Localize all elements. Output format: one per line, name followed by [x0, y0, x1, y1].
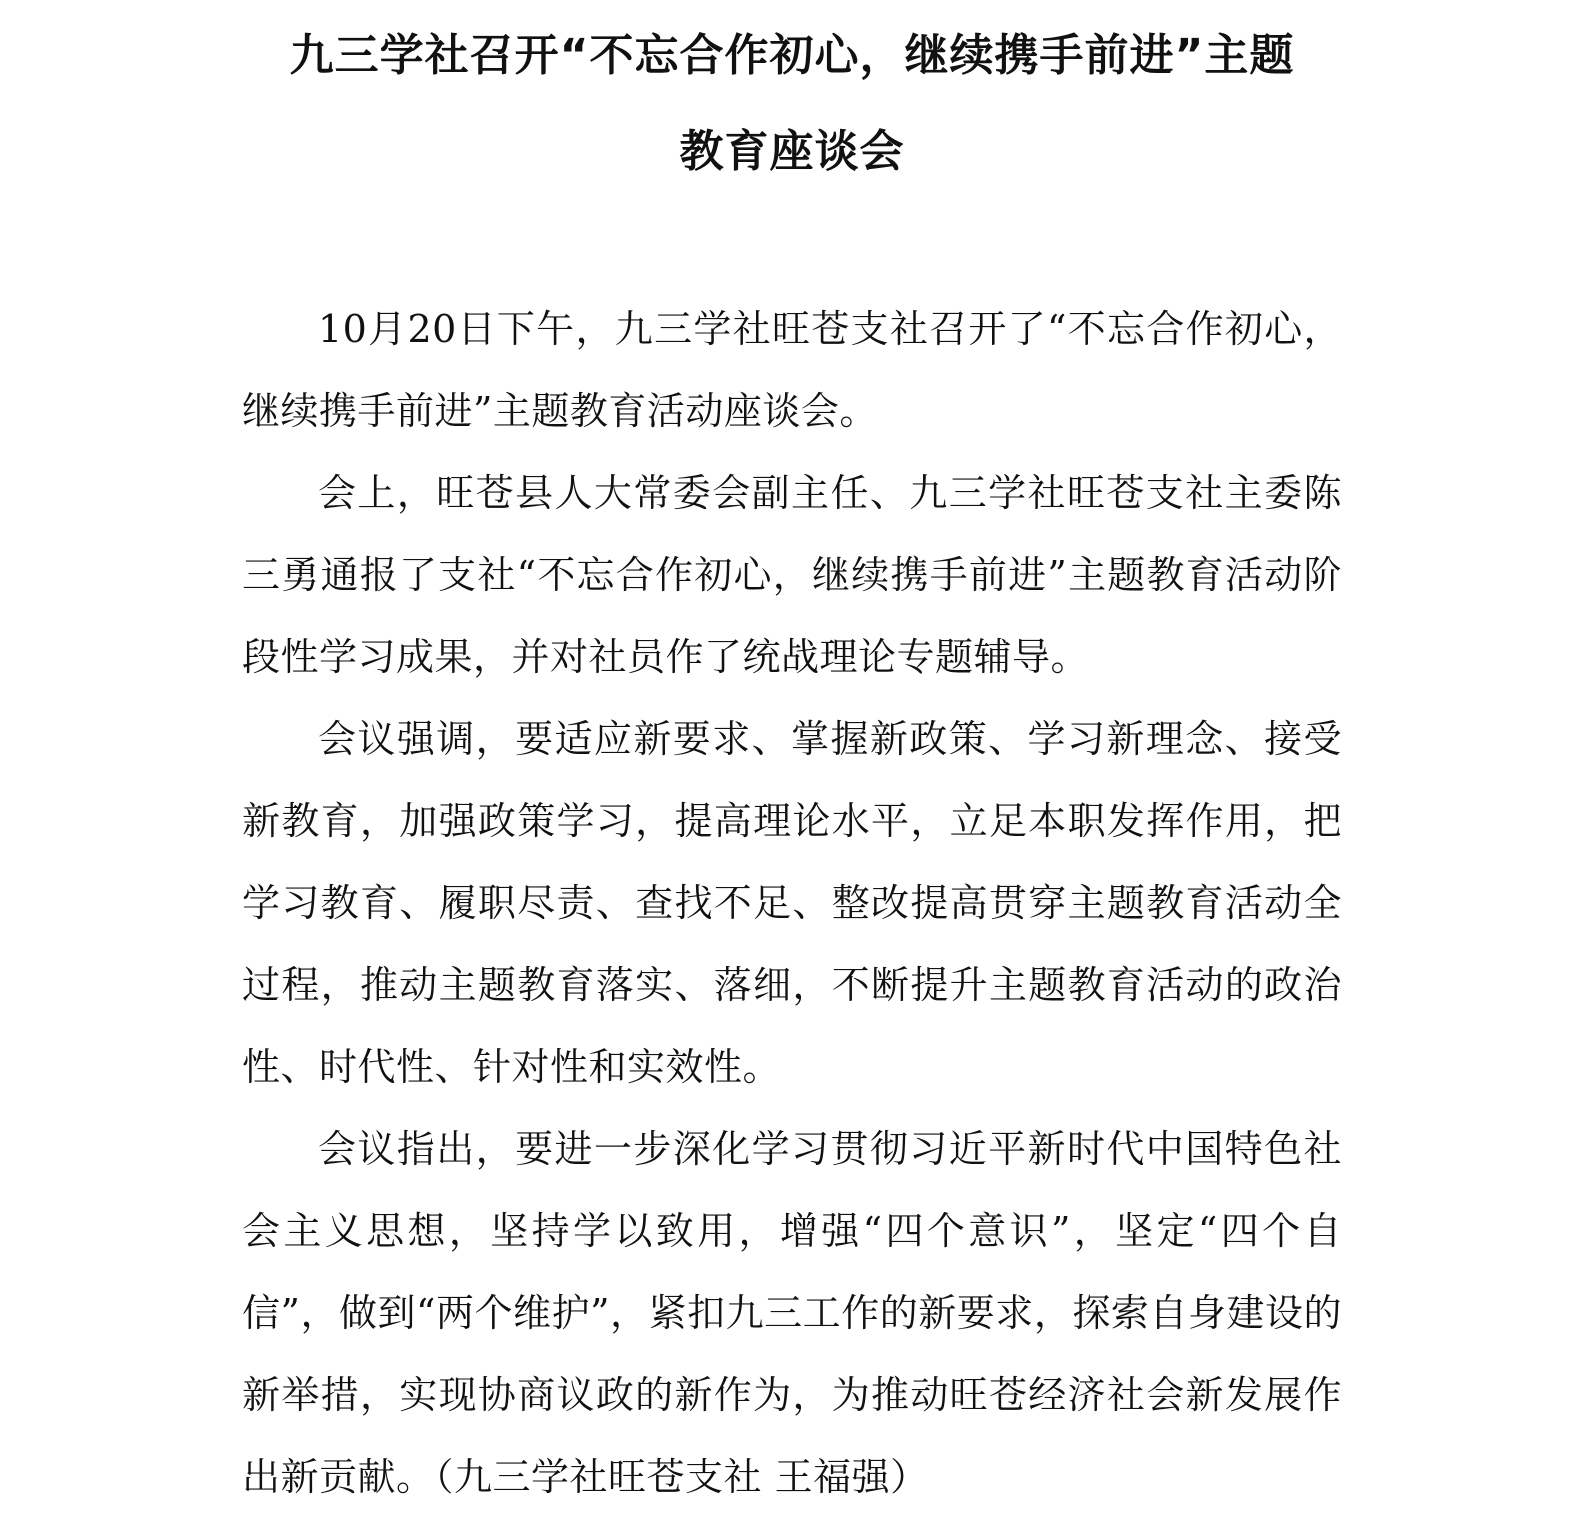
paragraph-2: 会上，旺苍县人大常委会副主任、九三学社旺苍支社主委陈三勇通报了支社“不忘合作初心，继续携手前进”主题教育活动阶段性学习成果，并对社员作了统战理论专题辅导。 — [242, 471, 1342, 679]
paragraph-1: 10月20日下午，九三学社旺苍支社召开了“不忘合作初心，继续携手前进”主题教育活动座谈会。 — [242, 307, 1342, 433]
article-body — [242, 288, 1342, 1518]
paragraph-3: 会议强调，要适应新要求、掌握新政策、学习新理念、接受新教育，加强政策学习，提高理论水平，立足本职发挥作用，把学习教育、履职尽责、查找不足、整改提高贯穿主题教育活动全过程，推动主题教育落实、落细，不断提升主题教育活动的政治性、时代性、针对性和实效性。 — [242, 717, 1342, 1089]
document-title — [242, 0, 1342, 200]
paragraph-4: 会议指出，要进一步深化学习贯彻习近平新时代中国特色社会主义思想，坚持学以致用，增强“四个意识”，坚定“四个自信”，做到“两个维护”，紧扣九三工作的新要求，探索自身建设的新举措，实现协商议政的新作为，为推动旺苍经济社会新发展作出新贡献。（九三学社旺苍支社 王福强） — [242, 1127, 1342, 1499]
title-line-1: 九三学社召开“不忘合作初心，继续携手前进”主题 — [289, 30, 1295, 81]
title-line-2: 教育座谈会 — [679, 126, 905, 177]
document-page — [242, 0, 1342, 1518]
